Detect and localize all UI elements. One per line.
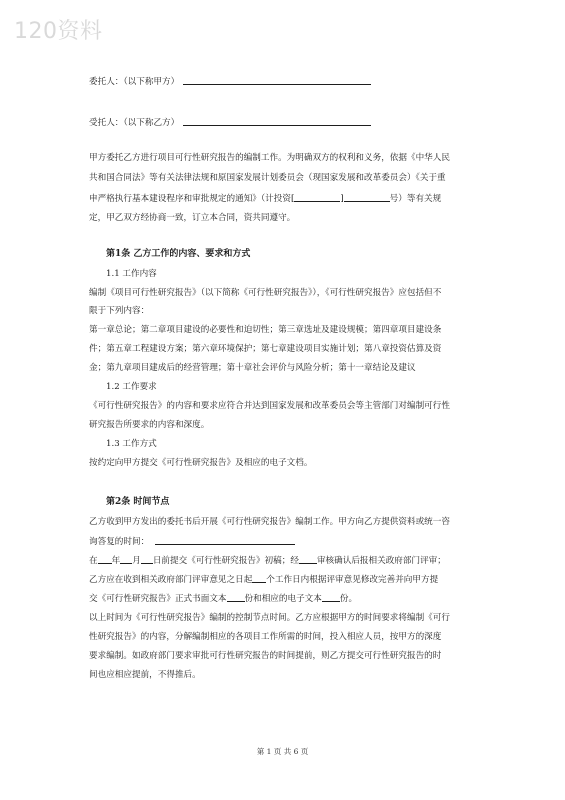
client-line bbox=[89, 75, 484, 88]
section-1-1-line-1: 编制《项目可行性研究报告》（以下简称《可行性研究报告》），《可行性研究报告》应包括但不 bbox=[89, 288, 442, 298]
article-2-line-4-a: 乙方应在收到相关政府部门评审意见之日起 bbox=[89, 575, 253, 585]
article-2-line-5-b: 份和相应的电子文本 bbox=[244, 594, 322, 604]
section-1-3-title: 1.3 工作方式 bbox=[106, 439, 157, 449]
article-2-line-5-c: 份。 bbox=[339, 594, 358, 604]
contractor-line bbox=[89, 116, 484, 129]
section-1-3-line-1: 按约定向甲方提交《可行性研究报告》及相应的电子文档。 bbox=[89, 458, 313, 468]
preamble-line-2: 共和国合同法》等有关法律法规和原国家发展计划委员会（现国家发展和改革委员会）《关于重 bbox=[89, 173, 446, 183]
section-1-2-line-1: 《可行性研究报告》的内容和要求应符合并达到国家发展和改革委员会等主管部门对编制可行性 bbox=[89, 401, 450, 411]
article-2-line-1: 乙方收到甲方发出的委托书后开展《可行性研究报告》编制工作。甲方向乙方提供资料或统一咨 bbox=[89, 517, 450, 527]
preamble-line-3 bbox=[89, 192, 484, 205]
section-1-2-line-2: 研究报告所要求的内容和深度。 bbox=[89, 420, 210, 430]
reviewer-blank bbox=[299, 554, 317, 564]
preamble-line-3-pre: 申严格执行基本建设程序和审批规定的通知》（计投资[ bbox=[89, 194, 295, 204]
article-2-line-3-b: 年 bbox=[111, 556, 121, 566]
article-2-line-5 bbox=[89, 592, 484, 605]
contractor-blank bbox=[183, 116, 371, 126]
section-1-1-line-2: 限于下列内容： bbox=[89, 306, 150, 316]
workdays-blank bbox=[252, 573, 266, 583]
doc-number-blank-2 bbox=[344, 192, 390, 202]
day-blank bbox=[141, 554, 153, 564]
reply-time-blank bbox=[155, 535, 295, 545]
article-2-line-2-text: 询答复的时间： bbox=[89, 537, 150, 547]
preamble-line-4: 定，甲乙双方经协商一致，订立本合同，资共同遵守。 bbox=[89, 213, 296, 223]
article-2-line-3-c: 月 bbox=[132, 556, 141, 566]
watermark-logo: 120资料 bbox=[14, 19, 103, 44]
section-1-1-line-3: 第一章总论；第二章项目建设的必要性和迫切性；第三章选址及建设规模；第四章项目建设条 bbox=[89, 325, 442, 335]
article-2-line-7: 性研究报告》的内容，分解编制相应的各项目工作所需的时间，投入相应人员，按甲方的深度 bbox=[89, 632, 442, 642]
month-blank bbox=[120, 554, 132, 564]
article-2-line-3-e: 审核确认后报相关政府部门评审； bbox=[316, 556, 446, 566]
article-2-line-3-d: 日前提交《可行性研究报告》初稿；经 bbox=[152, 556, 299, 566]
electronic-copies-blank bbox=[322, 592, 340, 602]
article-2-title: 第2条 时间节点 bbox=[106, 497, 170, 507]
contractor-label: 受托人：（以下称乙方） bbox=[89, 118, 180, 128]
article-2-line-4-b: 个工作日内根据评审意见修改完善并向甲方提 bbox=[266, 575, 439, 585]
article-2-line-3 bbox=[89, 554, 484, 567]
article-2-line-3-a: 在 bbox=[89, 556, 98, 566]
article-2-line-8: 要求编制。如政府部门要求审批可行性研究报告的时间提前，则乙方提交可行性研究报告的时 bbox=[89, 651, 442, 661]
preamble-line-1: 甲方委托乙方进行项目可行性研究报告的编制工作。为明确双方的权利和义务，依据《中华人民 bbox=[89, 153, 450, 163]
article-2-line-6: 以上时间为《可行性研究报告》编制的控制节点时间。乙方应根据甲方的时间要求将编制《可行 bbox=[89, 613, 450, 623]
article-2-line-9: 间也应相应提前，不得推后。 bbox=[89, 670, 201, 680]
section-1-1-title: 1.1 工作内容 bbox=[106, 269, 157, 279]
client-blank bbox=[183, 75, 371, 85]
paper-copies-blank bbox=[227, 592, 245, 602]
year-blank bbox=[98, 554, 112, 564]
section-1-2-title: 1.2 工作要求 bbox=[106, 382, 157, 392]
page-number-footer: 第 1 页 共 6 页 bbox=[256, 747, 309, 756]
article-2-line-5-a: 交《可行性研究报告》正式书面文本 bbox=[89, 594, 227, 604]
doc-number-blank-1 bbox=[294, 192, 340, 202]
preamble-line-3-post: 号）等有关规 bbox=[389, 194, 442, 204]
client-label: 委托人：（以下称甲方） bbox=[89, 77, 180, 87]
article-2-line-2 bbox=[89, 535, 484, 548]
section-1-1-line-5: 金；第九章项目建成后的经营管理；第十章社会评价与风险分析；第十一章结论及建议 bbox=[89, 363, 416, 373]
section-1-1-line-4: 件；第五章工程建设方案；第六章环境保护；第七章建设项目实施计划；第八章投资估算及资 bbox=[89, 344, 442, 354]
article-1-title: 第1条 乙方工作的内容、要求和方式 bbox=[106, 249, 251, 259]
article-2-line-4 bbox=[89, 573, 484, 586]
preamble-line-3-mid: ] bbox=[340, 194, 344, 204]
